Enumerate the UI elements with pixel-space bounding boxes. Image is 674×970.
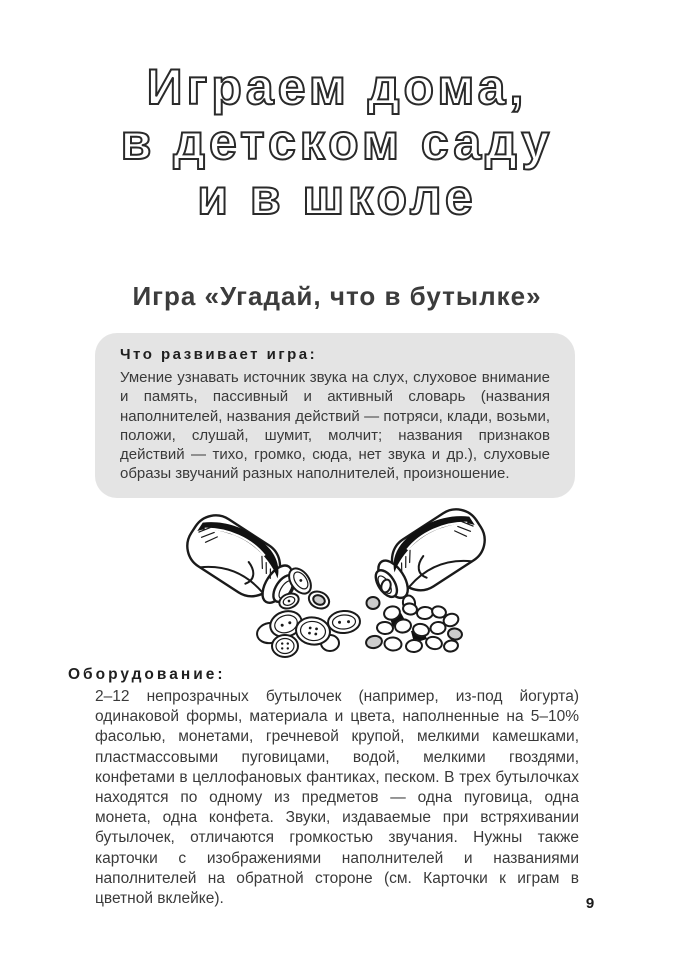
chapter-title-line-3: и в школе bbox=[197, 169, 477, 225]
develop-box-heading: Что развивает игра: bbox=[120, 346, 318, 363]
what-game-develops-box bbox=[95, 333, 575, 498]
equipment-text: 2–12 непрозрачных бутылочек (например, из-под йогурта) одинаковой формы, материала и цвета, наполненные на 5–10% фасолью, монетами, гречневой крупой, мелкими камешками, пластмассовыми пуговицами, водой, мелкими гвоздями, конфетами в целлофановых фантиках, песком. В трех бутылочках находятся по одному из предметов — одна пуговица, одна монета, одна конфета. Звуки, издаваемые при встряхивании бутылочек, отличаются громкостью звучания. Нужны также карточки с изображениями наполнителей и названиями наполнителей на обратной стороне (см. Карточки к играм в цветной вклейке). bbox=[95, 688, 579, 908]
game-title: Игра «Угадай, что в бутылке» bbox=[132, 281, 542, 311]
right-bottle-icon bbox=[364, 500, 494, 611]
bottles-illustration bbox=[167, 500, 507, 676]
chapter-title-line-1: Играем дома, bbox=[146, 59, 528, 115]
develop-box-text: Умение узнавать источник звука на слух, слуховое внимание и память, пассивный и активный словарь (названия наполнителей, названия действий — потряси, клади, возьми, положи, слушай, шумит, молчит; названия признаков действий — тихо, громко, сюда, нет звука и др.), слуховые образы звучаний разных наполнителей, произношение. bbox=[120, 369, 550, 483]
chapter-title bbox=[0, 60, 674, 225]
equipment-heading: Оборудование: bbox=[68, 666, 226, 683]
page-number: 9 bbox=[585, 895, 595, 912]
equipment-section bbox=[68, 666, 580, 909]
chapter-title-line-2: в детском саду bbox=[120, 114, 554, 170]
